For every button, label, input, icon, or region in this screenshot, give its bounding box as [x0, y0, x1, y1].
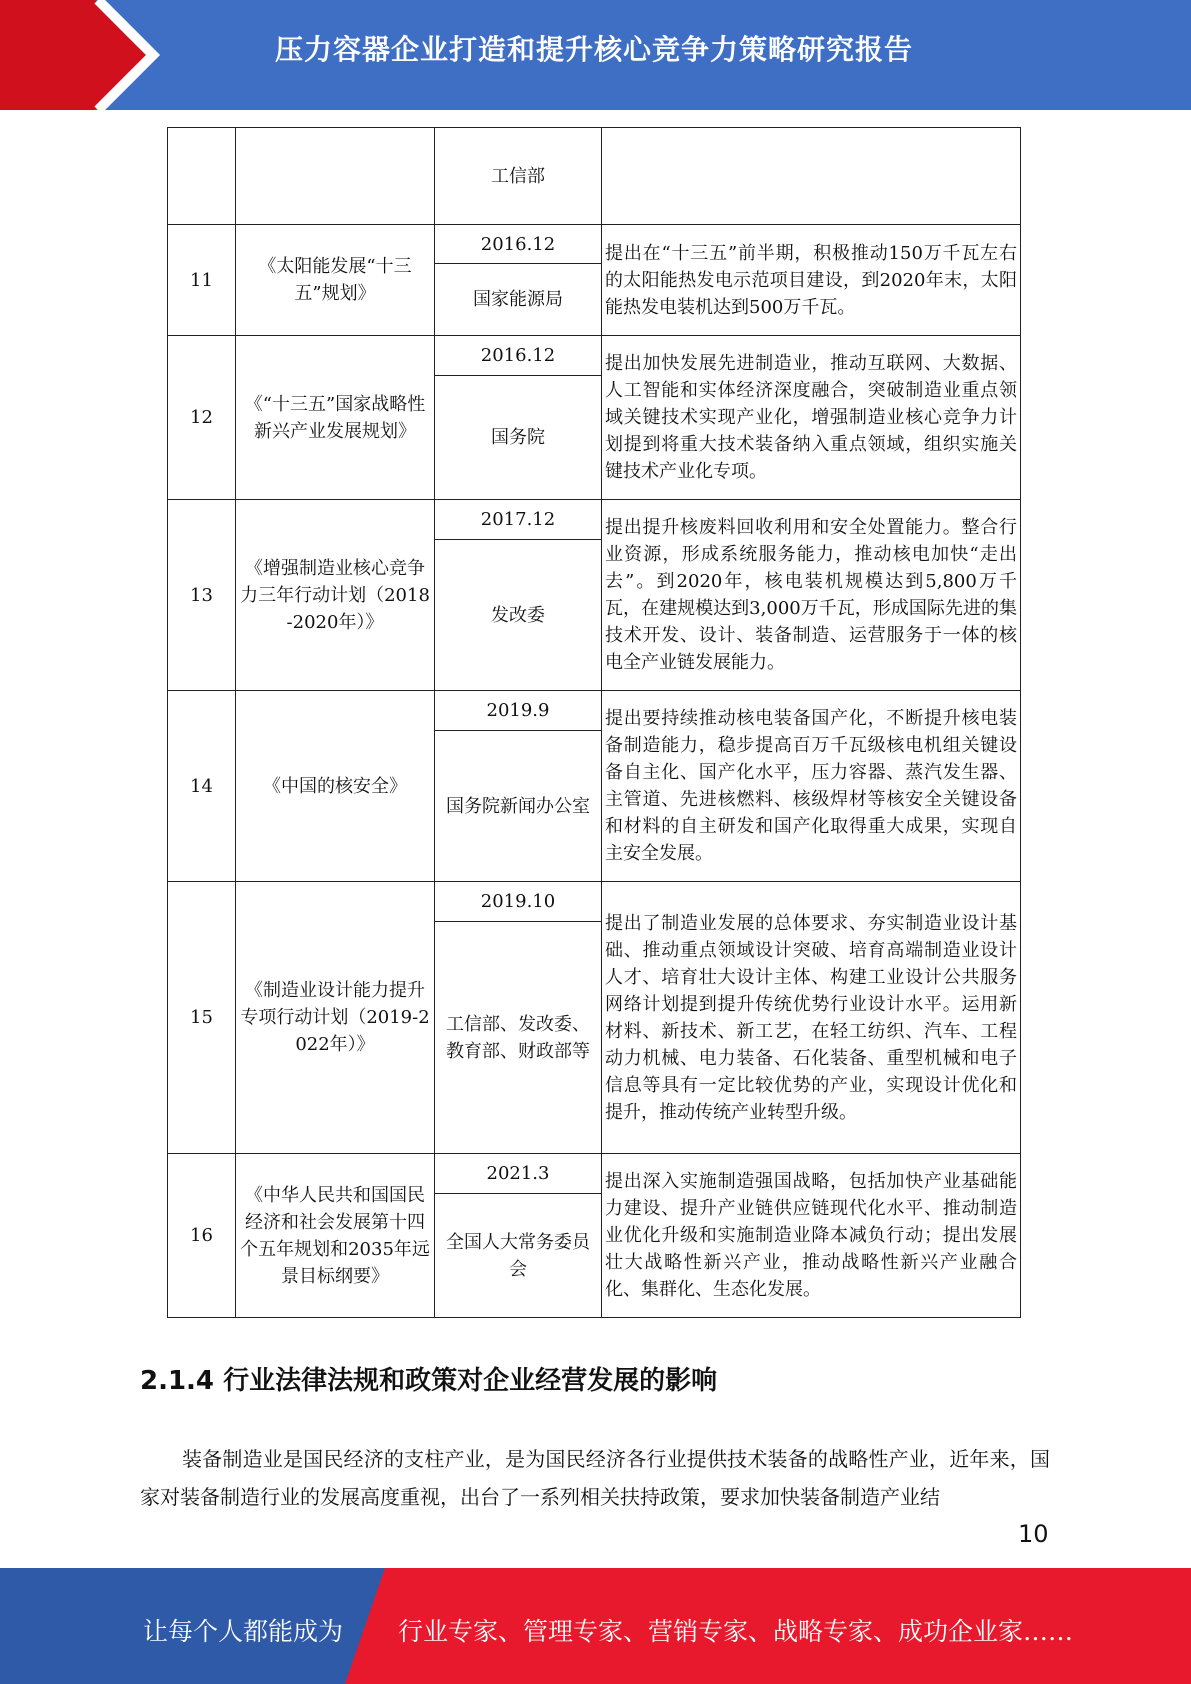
- issue-date: 2021.3: [435, 1154, 602, 1194]
- issuing-department: 国家能源局: [435, 264, 602, 336]
- issuing-department: 国务院新闻办公室: [435, 731, 602, 882]
- table-row: [168, 128, 1021, 225]
- policy-name: 《中国的核安全》: [236, 691, 435, 882]
- table-row: [168, 1154, 1021, 1194]
- row-number: 16: [168, 1154, 236, 1318]
- table-row: [168, 882, 1021, 922]
- policy-description: 提出深入实施制造强国战略，包括加快产业基础能力建设、提升产业链供应链现代化水平、推动制造业优化升级和实施制造业降本减负行动；提出发展壮大战略性新兴产业，推动战略性新兴产业融合化、集群化、生态化发展。: [602, 1154, 1021, 1318]
- policy-name: 《太阳能发展“十三五”规划》: [236, 225, 435, 336]
- policy-description: 提出加快发展先进制造业，推动互联网、大数据、人工智能和实体经济深度融合，突破制造业重点领域关键技术实现产业化，增强制造业核心竞争力计划提到将重大技术装备纳入重点领域，组织实施关键技术产业化专项。: [602, 336, 1021, 500]
- policy-description: 提出提升核废料回收利用和安全处置能力。整合行业资源，形成系统服务能力，推动核电加快“走出去”。到2020年，核电装机规模达到5,800万千瓦，在建规模达到3,000万千瓦，形成国际先进的集技术开发、设计、装备制造、运营服务于一体的核电全产业链发展能力。: [602, 500, 1021, 691]
- issue-date: 2019.10: [435, 882, 602, 922]
- body-paragraph: 装备制造业是国民经济的支柱产业，是为国民经济各行业提供技术装备的战略性产业，近年来，国家对装备制造行业的发展高度重视，出台了一系列相关扶持政策，要求加快装备制造产业结: [140, 1447, 1050, 1509]
- table-row: [168, 500, 1021, 540]
- policy-description: 提出在“十三五”前半期，积极推动150万千瓦左右的太阳能热发电示范项目建设，到2020年末，太阳能热发电装机达到500万千瓦。: [602, 225, 1021, 336]
- policy-name: 《制造业设计能力提升专项行动计划（2019-2022年）》: [236, 882, 435, 1154]
- policy-description: 提出了制造业发展的总体要求、夯实制造业设计基础、推动重点领域设计突破、培育高端制造业设计人才、培育壮大设计主体、构建工业设计公共服务网络计划提到提升传统优势行业设计水平。运用新材料、新技术、新工艺，在轻工纺织、汽车、工程动力机械、电力装备、石化装备、重型机械和电子信息等具有一定比较优势的产业，实现设计优化和提升，推动传统产业转型升级。: [602, 882, 1021, 1154]
- issuing-department: 发改委: [435, 540, 602, 691]
- footer-slogan-left: 让每个人都能成为: [143, 1617, 344, 1646]
- policy-name: 《中华人民共和国国民经济和社会发展第十四个五年规划和2035年远景目标纲要》: [236, 1154, 435, 1318]
- row-number: 12: [168, 336, 236, 500]
- policy-name: [236, 128, 435, 225]
- issue-date: 2016.12: [435, 336, 602, 376]
- table-row: [168, 691, 1021, 731]
- footer-slogan-right: 行业专家、管理专家、营销专家、战略专家、成功企业家……: [398, 1617, 1074, 1646]
- table-row: [168, 336, 1021, 376]
- issue-date: 2016.12: [435, 225, 602, 264]
- policy-name: 《增强制造业核心竞争力三年行动计划（2018-2020年）》: [236, 500, 435, 691]
- issuing-department: 工信部: [435, 128, 602, 225]
- report-title: 压力容器企业打造和提升核心竞争力策略研究报告: [275, 33, 914, 66]
- page-header: [0, 0, 1191, 110]
- row-number: 11: [168, 225, 236, 336]
- row-number: 15: [168, 882, 236, 1154]
- row-number: 13: [168, 500, 236, 691]
- policy-description: 提出要持续推动核电装备国产化，不断提升核电装备制造能力，稳步提高百万千瓦级核电机组关键设备自主化、国产化水平，压力容器、蒸汽发生器、主管道、先进核燃料、核级焊材等核安全关键设备和材料的自主研发和国产化取得重大成果，实现自主安全发展。: [602, 691, 1021, 882]
- policy-name: 《“十三五”国家战略性新兴产业发展规划》: [236, 336, 435, 500]
- policy-table: [167, 127, 1021, 1318]
- issuing-department: 全国人大常务委员会: [435, 1194, 602, 1318]
- section-heading: 2.1.4 行业法律法规和政策对企业经营发展的影响: [140, 1366, 718, 1396]
- row-number: 14: [168, 691, 236, 882]
- issue-date: 2019.9: [435, 691, 602, 731]
- row-number: [168, 128, 236, 225]
- policy-description: [602, 128, 1021, 225]
- issuing-department: 国务院: [435, 376, 602, 500]
- page-footer: [0, 1568, 1191, 1684]
- table-row: [168, 225, 1021, 264]
- page-number: 10: [1018, 1520, 1049, 1548]
- issuing-department: 工信部、发改委、教育部、财政部等: [435, 922, 602, 1154]
- issue-date: 2017.12: [435, 500, 602, 540]
